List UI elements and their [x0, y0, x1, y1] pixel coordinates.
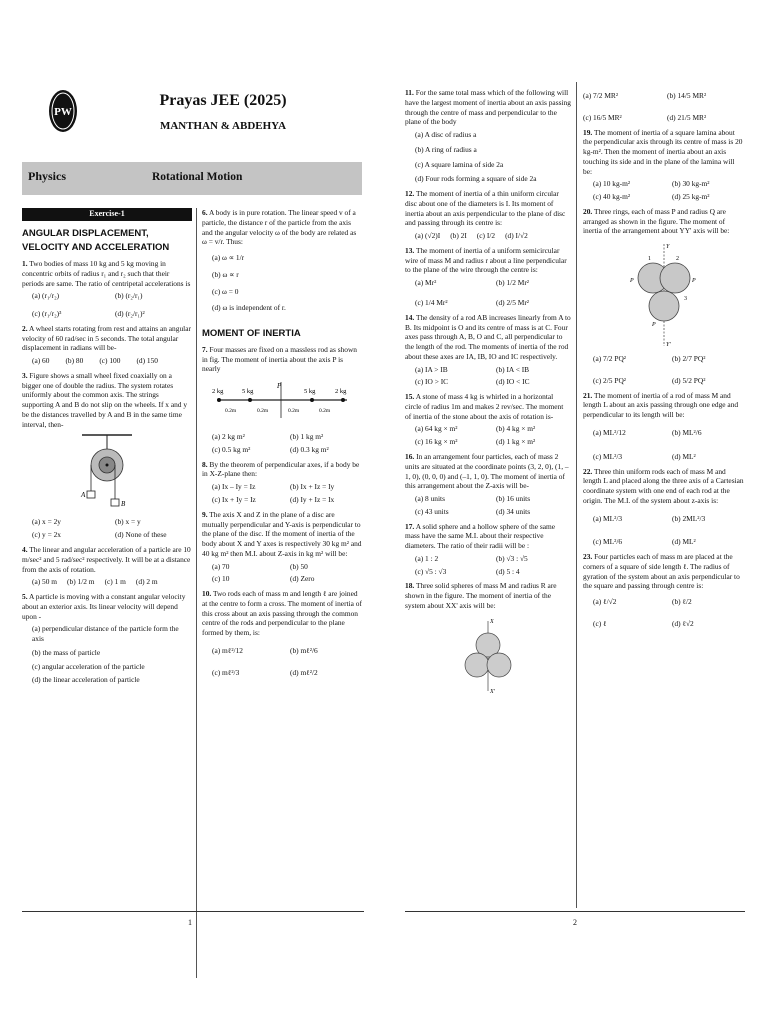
option-a: (a) 7/2 PQ²: [593, 354, 627, 364]
option-d: (d) 34 units: [496, 506, 531, 516]
option-d: (d) mℓ²/2: [290, 667, 318, 677]
option-a: (a) (√2)I: [415, 231, 441, 241]
option-c: (c) 40 kg-m²: [593, 192, 631, 202]
option-d: (d) 5 : 4: [496, 566, 520, 576]
option-b: (b) ML²/6: [672, 428, 702, 438]
option-c: (c) 1/4 Mr²: [415, 298, 448, 308]
option-a: (a) 7/2 MR²: [583, 91, 619, 100]
label-a: A: [81, 491, 86, 500]
option-b: (b) the mass of particle: [32, 647, 101, 657]
question-7: 7. Four masses are fixed on a massless rod as shown in fig. The moment of inertia about the axis P is nearly 2 kg 5 kg P 5 kg 2 kg 0.2m 0.2m 0.2m 0.2m (a) 2 kg m² (b) 1 kg m² (c) 0.5 kg m² (d) 0.3 kg m²: [202, 345, 362, 455]
option-a: (a) A disc of radius a: [415, 130, 477, 140]
option-b: (b) 2I: [450, 231, 467, 241]
svg-text:PW: PW: [54, 106, 72, 118]
option-d: (d) 2/5 Mr²: [496, 298, 530, 308]
option-d: (d) ω is independent of r.: [212, 303, 286, 313]
question-text: Three thin uniform rods each of mass M and length L and placed along the three axis of a Cartesian coordinate system with one end of each rod at the origin. The M.I. of the system about z-axis is:: [583, 466, 744, 505]
option-b: (b) 80: [65, 356, 84, 366]
option-c: (c) 1 m: [104, 577, 126, 587]
option-b: (b) 1 kg m²: [290, 432, 324, 442]
option-d: (d) 150: [136, 356, 159, 366]
axis-label: X': [490, 688, 495, 695]
mass-label: 5 kg: [304, 388, 316, 396]
option-a: (a) 1 : 2: [415, 553, 439, 563]
option-b: (b) A ring of radius a: [415, 144, 477, 154]
option-b: (b) 30 kg-m²: [672, 179, 710, 189]
option-a: (a) ℓ/√2: [593, 597, 617, 607]
question-2: 2. A wheel starts rotating from rest and attains an angular velocity of 60 rad/sec in 5 seconds. The total angular displacement in radians will be- (a) 60 (b) 80 (c) 100 (d) 150: [22, 323, 191, 366]
question-4: 4. The linear and angular acceleration of a particle are 10 m/sec² and 5 rad/sec² respectively. It will be at a distance from the axis of rotation. (a) 50 m (b) 1/2 m (c) 1 m (d) 2 m: [22, 545, 191, 587]
option-a: (a) Ix – Iy = Iz: [212, 482, 256, 492]
question-text: The moment of inertia of a rod of mass M and length L about an axis passing through one edge and perpendicular to its length will be:: [583, 390, 739, 420]
option-d: (d) I/√2: [505, 231, 528, 241]
option-b: (b) 1/2 m: [67, 577, 95, 587]
option-b: (b) x = y: [115, 517, 141, 527]
option-d: (d) IO < IC: [496, 377, 530, 387]
wheel-figure: [72, 433, 142, 513]
option-b: (b) ω ∝ r: [212, 269, 239, 279]
option-c: (c) angular acceleration of the particle: [32, 661, 145, 671]
option-c: (c) ML²/3: [593, 451, 623, 461]
option-a: (a) (r₁/r₂): [32, 291, 60, 301]
option-c: (c) 43 units: [415, 506, 449, 516]
option-a: (a) perpendicular distance of the particle form the axis: [32, 624, 179, 644]
question-13: 13. The moment of inertia of a uniform semicircular wire of mass M and radius r about a line perpendicular to the plane of the wire through the centre is: (a) Mr² (b) 1/2 Mr² (c) 1/4 Mr² (d) 2/5 Mr²: [405, 246, 571, 308]
label-b: B: [121, 500, 126, 509]
point-label: P: [652, 322, 656, 329]
question-1: 1. Two bodies of mass 10 kg and 5 kg moving in concentric orbits of radius r₁ and r₂ such that their periods are same. The ratio of centripetal accelerations is (a) (r₁/r₂) (b) (r₂/r₁) (c) (r₁/r₂)³ (d) (r₂/r₁)²: [22, 258, 191, 319]
question-5: 5. A particle is moving with a constant angular velocity about an exterior axis. Its linear velocity will depend upon - (a) perpendicular distance of the particle form the axis (b) the mass of particle (c) angular acceleration of the particle (d) the linear acceleration of particle: [22, 592, 192, 685]
option-b: (b) 2/7 PQ²: [672, 354, 706, 364]
distance-label: 0.2m: [225, 408, 237, 415]
option-c: (c) 10: [212, 574, 230, 584]
option-d: (d) 0.3 kg m²: [290, 444, 329, 454]
option-a: (a) mℓ²/12: [212, 645, 243, 655]
ring-label: 3: [684, 296, 687, 303]
axis-label: X: [490, 618, 494, 625]
option-a: (a) IA > IB: [415, 364, 448, 374]
question-text: Figure shows a small wheel fixed coaxially on a bigger one of double the radius. The system rotates uniformly about the common axis. The strings supporting A and B do not slip on the wheels. If x and y be the distances travelled by A and B in the same time interval, then-: [22, 370, 188, 429]
option-c: (c) ML²/6: [593, 537, 623, 547]
doc-subtitle: MANTHAN & ABDEHYA: [159, 120, 287, 133]
option-c: (c) ℓ: [593, 618, 607, 628]
option-a: (a) ML²/12: [593, 428, 626, 438]
ring-label: 2: [676, 256, 679, 263]
option-b: (b) mℓ²/6: [290, 645, 318, 655]
three-rings-figure: [624, 240, 704, 350]
option-b: (b) 50: [290, 561, 308, 571]
option-a: (a) 50 m: [32, 577, 58, 587]
distance-label: 0.2m: [319, 408, 331, 415]
axis-label: Y': [666, 342, 671, 349]
question-18: 18. Three solid spheres of mass M and radius R are shown in the figure. The moment of inertia of the system about XX' axis will be: X X': [405, 581, 557, 695]
option-d: (d) ML²: [672, 537, 696, 547]
footer-rule: [22, 911, 364, 912]
option-b: (b) 4 kg × m²: [496, 424, 536, 434]
option-b: (b) 1/2 Mr²: [496, 278, 530, 288]
doc-title: Prayas JEE (2025): [159, 92, 287, 109]
option-a: (a) 10 kg-m²: [593, 179, 631, 189]
option-b: (b) 14/5 MR²: [667, 91, 707, 100]
question-text: Two rods each of mass m and length ℓ are joined at the centre to form a cross. The moment of inertia of this cross about an axis passing through the common centre of the rods and perpendicular to the plane formed by them, is:: [202, 589, 362, 638]
option-c: (c) IO > IC: [415, 377, 449, 387]
question-14: 14. The density of a rod AB increases linearly from A to B. Its midpoint is O and its centre of mass is at C. Four axes pass through A, B, O and C, all perpendicular to the length of the rod. The moments of inertia of the rod about these axes are IA, IB, IO and IC respectively. (a) IA > IB (b) IA < IB (c) IO > IC (d) IO < IC: [405, 312, 571, 387]
option-c: (c) y = 2x: [32, 530, 61, 540]
question-text: The density of a rod AB increases linearly from A to B. Its midpoint is O and its centre of mass is at C. Four axes pass through A, B, O and C, all perpendicular to the length of the rod. The moments of inertia of the rod about these axes are IA, IB, IO and IC respectively.: [405, 312, 571, 361]
option-d: (d) 25 kg-m²: [672, 192, 710, 202]
axis-label: Y: [666, 244, 670, 251]
option-a: (a) ML²/3: [593, 513, 623, 523]
page-1: [22, 78, 364, 933]
option-a: (a) 60: [32, 356, 50, 366]
option-c: (c) I/2: [476, 231, 496, 241]
section-heading: ANGULAR DISPLACEMENT, VELOCITY AND ACCELERATION: [22, 227, 170, 254]
rod-masses-figure: [207, 378, 357, 428]
option-d: (d) Iy + Iz = Ix: [290, 494, 335, 504]
option-a: (a) x = 2y: [32, 517, 61, 527]
distance-label: 0.2m: [288, 408, 300, 415]
option-d: (d) 5/2 PQ²: [672, 375, 706, 385]
option-c: (c) mℓ²/3: [212, 667, 240, 677]
question-text: By the theorem of perpendicular axes, if a body be in X-Z-plane then:: [202, 459, 360, 479]
question-20: 20. Three rings, each of mass P and radius Q are arranged as shown in the figure. The moment of inertia of the arrangement about YY' axis will be: Y Y' 1 2 3 P P P (a) 7/2 PQ² (b) 2/7 PQ² (c) 2/5 PQ² (d) 5/2 PQ²: [583, 207, 745, 386]
question-text: Three solid spheres of mass M and radius R are shown in the figure. The moment of inertia of the system about XX' axis will be:: [405, 581, 557, 610]
question-10: 10. Two rods each of mass m and length ℓ are joined at the centre to form a cross. The moment of inertia of this cross about an axis passing through the common centre of the rods and perpendicular to the plane formed by them, is: (a) mℓ²/12 (b) mℓ²/6 (c) mℓ²/3 (d) mℓ²/2: [202, 589, 362, 677]
option-d: (d) (r₂/r₁)²: [115, 309, 145, 319]
option-b: (b) (r₂/r₁): [115, 291, 143, 301]
option-d: (d) the linear acceleration of particle: [32, 675, 140, 685]
column-divider: [196, 208, 197, 978]
question-text: A solid sphere and a hollow sphere of the same mass have the same M.I. about their respective diameters. The ratio of their radii will be :: [405, 521, 556, 551]
question-8: 8. By the theorem of perpendicular axes, if a body be in X-Z-plane then: (a) Ix – Iy = Iz (b) Ix + Iz = Iy (c) Ix + Iy = Iz (d) Iy + Iz = Ix: [202, 460, 362, 505]
option-b: (b) √3 : √5: [496, 553, 528, 563]
page1-column-left: [22, 208, 192, 690]
option-c: (c) A square lamina of side 2a: [415, 159, 504, 169]
question-23: 23. Four particles each of mass m are placed at the corners of a square of side length ℓ. The radius of gyration of the system about an axis perpendicular to the square and passing through centre is: (a) ℓ/√2 (b) ℓ/2 (c) ℓ (d) ℓ√2: [583, 552, 745, 629]
question-text: Four particles each of mass m are placed at the corners of a square of side length ℓ. The radius of gyration of the system about an axis perpendicular to the square and passing through centre is:: [583, 552, 740, 591]
option-b: (b) 2ML²/3: [672, 513, 706, 523]
option-a: (a) 64 kg × m²: [415, 424, 458, 434]
option-a: (a) 8 units: [415, 494, 445, 504]
question-text: For the same total mass which of the following will have the largest moment of inertia about an axis passing through the centre of mass and perpendicular to the plane of the body: [405, 88, 571, 127]
subject-banner: [22, 162, 362, 195]
option-b: (b) ℓ/2: [672, 597, 692, 607]
option-b: (b) 16 units: [496, 494, 531, 504]
option-b: (b) IA < IB: [496, 364, 530, 374]
option-c: (c) 16 kg × m²: [415, 437, 458, 447]
distance-label: 0.2m: [257, 408, 269, 415]
question-15: 15. A stone of mass 4 kg is whirled in a horizontal circle of radius 1m and makes 2 rev/sec. The moment of inertia of the stone about the axis of rotation is- (a) 64 kg × m² (b) 4 kg × m² (c) 16 kg × m² (d) 1 kg × m²: [405, 392, 571, 447]
option-c: (c) 0.5 kg m²: [212, 444, 251, 454]
page-header: [22, 90, 364, 134]
option-a: (a) ω ∝ 1/r: [212, 253, 245, 263]
page-number: 2: [573, 918, 577, 927]
option-d: (d) ML²: [672, 451, 696, 461]
mass-label: 2 kg: [335, 388, 347, 396]
option-c: (c) 2/5 PQ²: [593, 375, 627, 385]
option-a: (a) Mr²: [415, 278, 437, 288]
option-d: (d) Four rods forming a square of side 2a: [415, 174, 537, 184]
question-22: 22. Three thin uniform rods each of mass M and length L and placed along the three axis of a Cartesian coordinate system with one end of each rod at the origin. The M.I. of the system about z-axis is: (a) ML²/3 (b) 2ML²/3 (c) ML²/6 (d) ML²: [583, 466, 744, 547]
question-text: The moment of inertia of a square lamina about the perpendicular axis through its centre of mass is 20 kg-m². Then the moment of inertia about an axis touching its side and in the plane of the lamina will be:: [583, 127, 743, 176]
question-19: 19. The moment of inertia of a square lamina about the perpendicular axis through its centre of mass is 20 kg-m². Then the moment of inertia about an axis touching its side and in the plane of the lamina will be: (a) 10 kg-m² (b) 30 kg-m² (c) 40 kg-m² (d) 25 kg-m²: [583, 128, 745, 202]
footer-rule: [405, 911, 745, 912]
question-text: A body is in pure rotation. The linear speed v of a particle, the distance r of the particle from the axis and the angular velocity ω of the body are related as ω = v/r. Thus:: [202, 208, 357, 247]
question-text: Two bodies of mass 10 kg and 5 kg moving in concentric orbits of radius r₁ and r₂ such that their periods are same. The ratio of centripetal accelerations is: [22, 258, 191, 288]
three-spheres-figure: [458, 615, 518, 695]
question-text: The axis X and Z in the plane of a disc are mutually perpendicular and Y-axis is perpendicular to the plane of the disc. If the moment of inertia of the body about X and Y axes is respectively 30 kg m² and 40 kg m² then M.I. about Z-axis in kg m² will be:: [202, 509, 362, 558]
question-6: 6. A body is in pure rotation. The linear speed v of a particle, the distance r of the particle from the axis and the angular velocity ω of the body are related as ω = v/r. Thus: (a) ω ∝ 1/r (b) ω ∝ r (c) ω = 0 (d) ω is independent of r.: [202, 208, 362, 313]
question-text: A stone of mass 4 kg is whirled in a horizontal circle of radius 1m and makes 2 rev/sec. The moment of inertia of the stone about the axis of rotation is-: [405, 392, 564, 421]
option-d: (d) 21/5 MR²: [667, 112, 707, 122]
question-text: Four masses are fixed on a massless rod as shown in fig. The moment of inertia about the axis P is nearly: [202, 344, 357, 374]
question-16: 16. In an arrangement four particles, each of mass 2 units are situated at the coordinate points (3, 2, 0), (1, –1, 0), (0, 0, 0) and (–1, 1, 0). The moment of inertia of this arrangement about the Z-axis will be- (a) 8 units (b) 16 units (c) 43 units (d) 34 units: [405, 452, 571, 517]
question-17: 17. A solid sphere and a hollow sphere of the same mass have the same M.I. about their respective diameters. The ratio of their radii will be : (a) 1 : 2 (b) √3 : √5 (c) √5 : √3 (d) 5 : 4: [405, 522, 571, 577]
point-label: P: [692, 278, 696, 285]
question-18-options: [583, 91, 745, 123]
question-text: Three rings, each of mass P and radius Q are arranged as shown in the figure. The moment of inertia of the arrangement about YY' axis will be:: [583, 206, 730, 236]
question-text: A wheel starts rotating from rest and attains an angular velocity of 60 rad/sec in 5 seconds. The total angular displacement in radians will be-: [22, 323, 191, 353]
question-11: 11. For the same total mass which of the following will have the largest moment of inertia about an axis passing through the centre of mass and perpendicular to the plane of the body (a) A disc of radius a (b) A ring of radius a (c) A square lamina of side 2a (d) Four rods forming a square of side 2a: [405, 88, 571, 184]
question-3: 3. Figure shows a small wheel fixed coaxially on a bigger one of double the radius. The system rotates uniformly about the common axis. The strings supporting A and B do not slip on the wheels. If x and y be the distances travelled by A and B in the same time interval, then- A B (a) x = 2y (b) x = y (c) y = 2x (d) None of these: [22, 371, 192, 540]
option-d: (d) 1 kg × m²: [496, 437, 536, 447]
option-a: (a) 70: [212, 561, 230, 571]
section-heading: MOMENT OF INERTIA: [202, 328, 301, 340]
question-text: A particle is moving with a constant angular velocity about an exterior axis. Its linear velocity will depend upon -: [22, 592, 186, 621]
option-d: (d) Zero: [290, 574, 315, 584]
question-12: 12. The moment of inertia of a thin uniform circular disc about one of the diameters is I. Its moment of inertia about an axis perpendicular to the plane of disc and passing through its centre is: (a) (√2)I (b) 2I (c) I/2 (d) I/√2: [405, 189, 566, 241]
option-a: (a) 2 kg m²: [212, 432, 245, 442]
option-c: (c) ω = 0: [212, 286, 239, 296]
point-label: P: [630, 278, 634, 285]
mass-label: 2 kg: [212, 388, 224, 396]
page2-column-right: [583, 88, 745, 634]
page-2: [405, 82, 745, 937]
option-b: (b) Ix + Iz = Iy: [290, 482, 335, 492]
question-text: In an arrangement four particles, each of mass 2 units are situated at the coordinate points (3, 2, 0), (1, –1, 0), (0, 0, 0) and (–1, 1, 0). The moment of inertia of this arrangement about the Z-axis will be-: [405, 451, 569, 491]
question-text: The linear and angular acceleration of a particle are 10 m/sec² and 5 rad/sec² respectively. It will be at a distance from the axis of rotation.: [22, 545, 191, 574]
subject-label: Physics: [28, 169, 67, 183]
question-21: 21. The moment of inertia of a rod of mass M and length L about an axis passing through one edge and perpendicular to its length will be: (a) ML²/12 (b) ML²/6 (c) ML²/3 (d) ML²: [583, 391, 745, 462]
question-9: 9. The axis X and Z in the plane of a disc are mutually perpendicular and Y-axis is perpendicular to the plane of the disc. If the moment of inertia of the body about X and Y axes is respectively 30 kg m² and 40 kg m² then M.I. about Z-axis in kg m² will be: (a) 70 (b) 50 (c) 10 (d) Zero: [202, 509, 362, 584]
page-number: 1: [188, 918, 192, 927]
option-c: (c) Ix + Iy = Iz: [212, 494, 256, 504]
chapter-label: Rotational Motion: [152, 171, 243, 183]
exercise-header: Exercise-1: [22, 208, 192, 221]
option-d: (d) None of these: [115, 530, 167, 540]
option-d: (d) ℓ√2: [672, 618, 694, 628]
page1-column-right: [202, 208, 362, 682]
option-c: (c) (r₁/r₂)³: [32, 309, 62, 319]
option-c: (c) 100: [99, 356, 121, 366]
question-text: The moment of inertia of a thin uniform circular disc about one of the diameters is I. Its moment of inertia about an axis perpendicular to the plane of disc and passing through its centre is:: [405, 189, 566, 228]
column-divider: [576, 82, 577, 908]
option-c: (c) 16/5 MR²: [583, 112, 622, 122]
option-c: (c) √5 : √3: [415, 566, 447, 576]
page2-column-left: [405, 88, 571, 700]
axis-label: P: [277, 382, 282, 391]
mass-label: 5 kg: [242, 388, 254, 396]
ring-label: 1: [648, 256, 651, 263]
question-text: The moment of inertia of a uniform semicircular wire of mass M and radius r about a line perpendicular to the plane of the wire through the centre is:: [405, 245, 567, 275]
option-d: (d) 2 m: [135, 577, 158, 587]
